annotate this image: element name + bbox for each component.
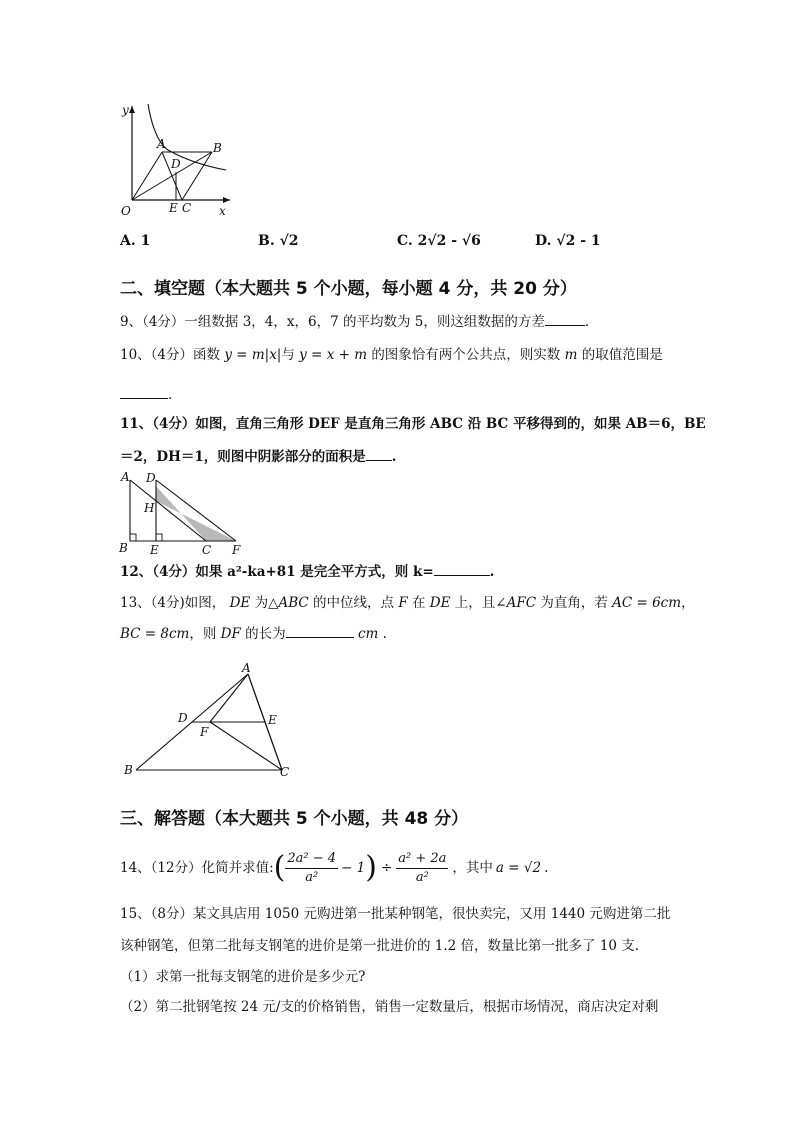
q12-suffix: . (489, 564, 495, 580)
q15-sub2: （2）第二批钢笔按 24 元/支的价格销售，销售一定数量后，根据市场情况，商店决定对剩 (120, 999, 659, 1015)
q14-cond: a = √2 (495, 860, 542, 876)
q11-line2-text: ＝2，DH＝1，则图中阴影部分的面积是 (120, 449, 366, 465)
q14-div: ÷ (380, 860, 393, 876)
q10 (120, 346, 663, 364)
q13-f: F (398, 595, 408, 611)
q14-fraction-1 (285, 850, 338, 887)
q10-var: m (564, 347, 578, 363)
q13-blank (286, 623, 354, 638)
q13-t2: 的中位线，点 (313, 595, 395, 611)
fig8-label-d: D (171, 157, 181, 171)
q13-t5: 为直角，若 (540, 595, 608, 611)
choice-d-letter: D. (535, 233, 552, 249)
choice-b-value: √2 (279, 233, 299, 249)
q10-prefix: 10、（4分）函数 (120, 347, 221, 363)
q13-t8: 的长为 (245, 626, 286, 642)
q14 (120, 846, 548, 890)
q9 (120, 311, 589, 331)
fig8-label-b: B (213, 141, 222, 155)
fig11-label-h: H (144, 501, 155, 515)
fig13-label-a: A (242, 661, 251, 675)
q14-paren-close: ) (365, 850, 377, 885)
q10-end: 的取值范围是 (581, 347, 663, 363)
q13-de: DE (229, 595, 251, 611)
q13-df: DF (220, 626, 241, 642)
figure-q11 (116, 470, 250, 556)
q13-t1: 为 (254, 595, 269, 611)
figure-q8 (118, 98, 236, 222)
q9-suffix: . (584, 314, 590, 330)
q14-fraction-2 (396, 850, 448, 887)
choice-a-letter: A. (120, 233, 136, 249)
q15-sub1: （1）求第一批每支钢笔的进价是多少元? (120, 969, 366, 985)
q13-t4: 上，且 (454, 595, 496, 611)
q10-mid: 与 (281, 347, 295, 363)
q13-bc: BC = 8cm (120, 626, 190, 642)
choice-b-letter: B. (258, 233, 275, 249)
q15-line2: 该种钢笔，但第二批每支钢笔的进价是第一批进价的 1.2 倍，数量比第一批多了 10 支. (120, 938, 640, 954)
q13-de2: DE (429, 595, 451, 611)
q13-line1 (120, 594, 695, 612)
q10-tail: 的图象恰有两个公共点，则实数 (371, 347, 561, 363)
q13-prefix: 13、（4分)如图， (120, 595, 226, 611)
q14-prefix: 14、（12分）化简并求值: (120, 860, 274, 876)
q13-abc: △ABC (268, 595, 309, 611)
q14-num1: 2a² − 4 (285, 850, 338, 869)
q11-line2 (120, 446, 396, 466)
q10-line2 (120, 384, 172, 404)
choice-c-value: 2√2 - √6 (417, 233, 481, 249)
q11-blank (366, 446, 392, 461)
fig11-label-f: F (232, 543, 241, 556)
q10-blank (120, 384, 168, 399)
q11-line1: 11、（4分）如图，直角三角形 DEF 是直角三角形 ABC 沿 BC 平移得到的，如果 AB＝6，BE (120, 416, 706, 432)
q13-t9: . (382, 626, 387, 642)
q15-line1: 15、（8分）某文具店用 1050 元购进第一批某种钢笔，很快卖完，又用 1440 元购进第二批 (120, 906, 671, 922)
q14-num2: a² + 2a (396, 850, 448, 869)
fig11-label-d: D (146, 471, 156, 485)
q13-afc: ∠AFC (495, 595, 537, 611)
fig11-label-a: A (121, 470, 130, 484)
q10-line2-end: . (168, 387, 173, 403)
section3-title: 三、解答题（本大题共 5 个小题，共 48 分） (120, 809, 469, 829)
q13-line2 (120, 623, 387, 643)
q13-t6: ， (681, 595, 695, 611)
fig13-label-c: C (280, 765, 290, 779)
fig11-label-b: B (119, 541, 128, 555)
fig8-label-x: x (219, 204, 226, 218)
fig8-label-o: O (121, 204, 131, 218)
choice-d (535, 233, 601, 249)
q9-blank (545, 311, 585, 326)
q13-t3: 在 (411, 595, 426, 611)
q14-end: . (544, 860, 549, 876)
fig11-label-c: C (202, 543, 212, 556)
choice-a (120, 233, 150, 249)
fig8-label-c: C (182, 201, 192, 215)
fig8-label-e: E (169, 201, 178, 215)
q12 (120, 561, 494, 581)
q14-den2: a² (415, 869, 429, 885)
q9-text: 9、（4分）一组数据 3，4，x，6，7 的平均数为 5，则这组数据的方差 (120, 314, 545, 330)
section2-title: 二、填空题（本大题共 5 个小题，每小题 4 分，共 20 分） (120, 279, 577, 299)
fig8-label-a: A (157, 137, 166, 151)
q10-formula1: y = m|x| (224, 347, 282, 363)
choice-a-value: 1 (140, 233, 151, 249)
q13-ac: AC = 6cm (612, 595, 682, 611)
q11-line2-suffix: . (391, 449, 397, 465)
q12-blank (434, 561, 490, 576)
choice-c (397, 233, 481, 249)
figure-q13 (118, 660, 304, 792)
q14-tail: ，其中 (452, 860, 493, 876)
q12-text: 12、（4分）如果 a²-ka+81 是完全平方式，则 k= (120, 564, 434, 580)
q14-den1: a² (305, 869, 319, 885)
fig13-label-d: D (178, 711, 188, 725)
q14-paren-open: ( (273, 850, 286, 885)
fig13-label-b: B (124, 763, 133, 777)
fig13-label-f: F (200, 725, 209, 739)
q14-minus1: − 1 (341, 860, 366, 876)
fig8-label-y: y (122, 103, 129, 117)
q10-formula2: y = x + m (299, 347, 368, 363)
choice-d-value: √2 - 1 (556, 233, 601, 249)
fig11-label-e: E (150, 543, 159, 556)
choice-c-letter: C. (397, 233, 413, 249)
q13-unit: cm (357, 626, 379, 642)
fig13-label-e: E (268, 713, 277, 727)
q13-t7: ，则 (189, 626, 217, 642)
choice-b (258, 233, 299, 249)
